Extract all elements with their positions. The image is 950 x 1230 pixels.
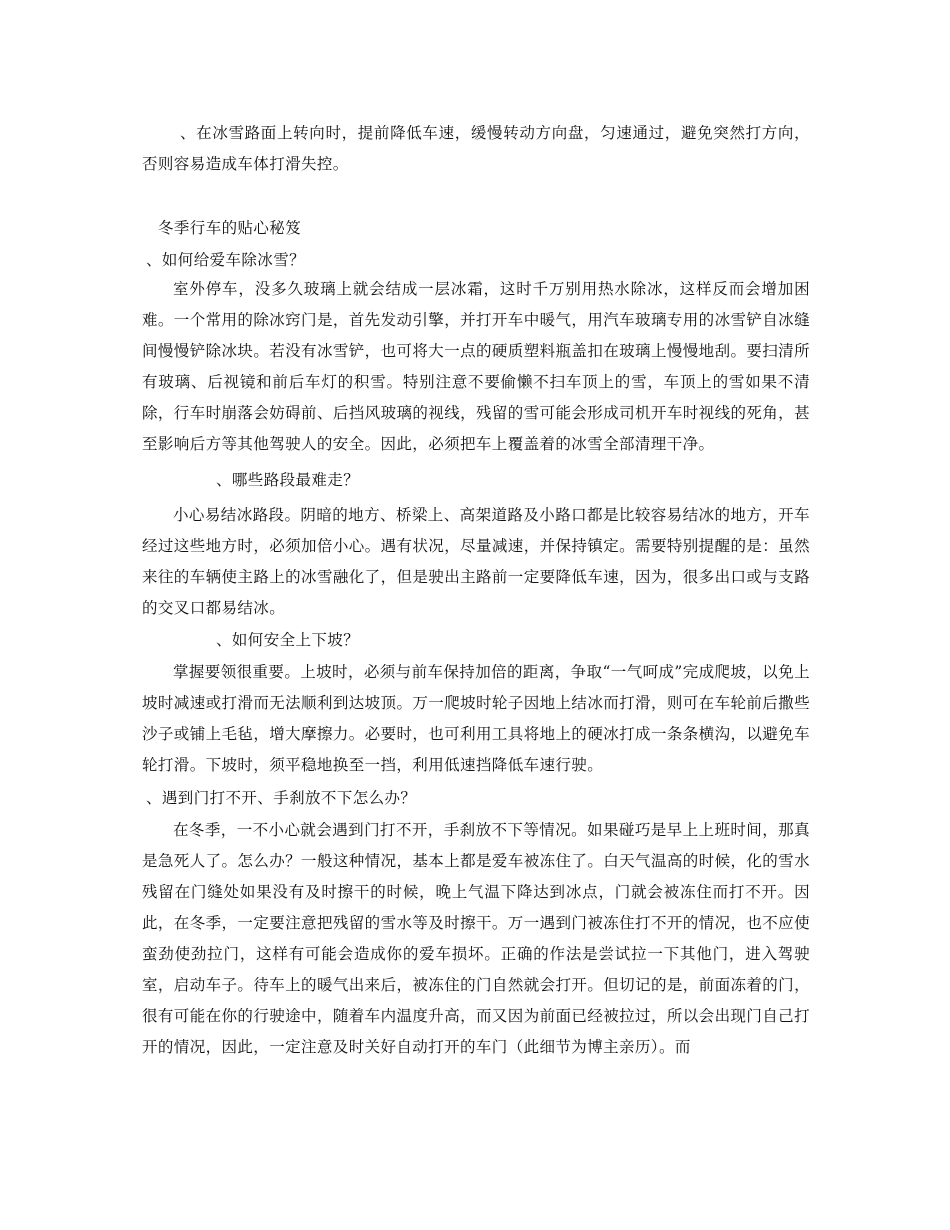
question-2-body: 小心易结冰路段。阴暗的地方、桥梁上、高架道路及小路口都是比较容易结冰的地方，开车经过这些地方时，必须加倍小心。遇有状况，尽量减速，并保持镇定。需要特别提醒的是：虽然来往的车辆使主路上的冰雪融化了，但是驶出主路前一定要降低车速，因为，很多出口或与支路的交叉口都易结冰。 — [142, 506, 810, 617]
question-2-heading: 、哪些路段最难走？ — [216, 471, 360, 489]
question-3-body: 掌握要领很重要。上坡时，必须与前车保持加倍的距离，争取“一气呵成”完成爬坡，以免上坡时减速或打滑而无法顺利到达坡顶。万一爬坡时轮子因地上结冰而打滑，则可在车轮前后撒些沙子或铺上毛毡，增大摩擦力。必要时，也可利用工具将地上的硬冰打成一条条横沟，以避免车轮打滑。下坡时，须平稳地换至一挡，利用低速挡降低车速行驶。 — [142, 663, 810, 774]
intro-paragraph: 、在冰雪路面上转向时，提前降低车速，缓慢转动方向盘，匀速通过，避免突然打方向，否则容易造成车体打滑失控。 — [142, 124, 810, 173]
question-4-body: 在冬季，一不小心就会遇到门打不开，手刹放不下等情况。如果碰巧是早上上班时间，那真是急死人了。怎么办？一般这种情况，基本上都是爱车被冻住了。白天气温高的时候，化的雪水残留在门缝处如果没有及时擦干的时候，晚上气温下降达到冰点，门就会被冻住而打不开。因此，在冬季，一定要注意把残留的雪水等及时擦干。万一遇到门被冻住打不开的情况，也不应使蛮劲使劲拉门，这样有可能会造成你的爱车损坏。正确的作法是尝试拉一下其他门，进入驾驶室，启动车子。待车上的暖气出来后，被冻住的门自然就会打开。但切记的是，前面冻着的门，很有可能在你的行驶途中，随着车内温度升高，而又因为前面已经被拉过，所以会出现门自己打开的情况，因此，一定注意及时关好自动打开的车门（此细节为博主亲历）。而 — [142, 821, 810, 1056]
question-1-heading: 、如何给爱车除冰雪？ — [146, 251, 306, 269]
question-4-heading: 、遇到门打不开、手刹放不下怎么办？ — [146, 789, 417, 807]
section-title: 冬季行车的贴心秘笈 — [158, 219, 302, 237]
question-1-body: 室外停车，没多久玻璃上就会结成一层冰霜，这时千万别用热水除冰，这样反而会增加困难。一个常用的除冰窍门是，首先发动引擎，并打开车中暖气，用汽车玻璃专用的冰雪铲自冰缝间慢慢铲除冰块。若没有冰雪铲，也可将大一点的硬质塑料瓶盖扣在玻璃上慢慢地刮。要扫清所有玻璃、后视镜和前后车灯的积雪。特别注意不要偷懒不扫车顶上的雪，车顶上的雪如果不清除，行车时崩落会妨碍前、后挡风玻璃的视线，残留的雪可能会形成司机开车时视线的死角，甚至影响后方等其他驾驶人的安全。因此，必须把车上覆盖着的冰雪全部清理干净。 — [142, 280, 810, 453]
question-3-heading: 、如何安全上下坡？ — [216, 631, 360, 649]
